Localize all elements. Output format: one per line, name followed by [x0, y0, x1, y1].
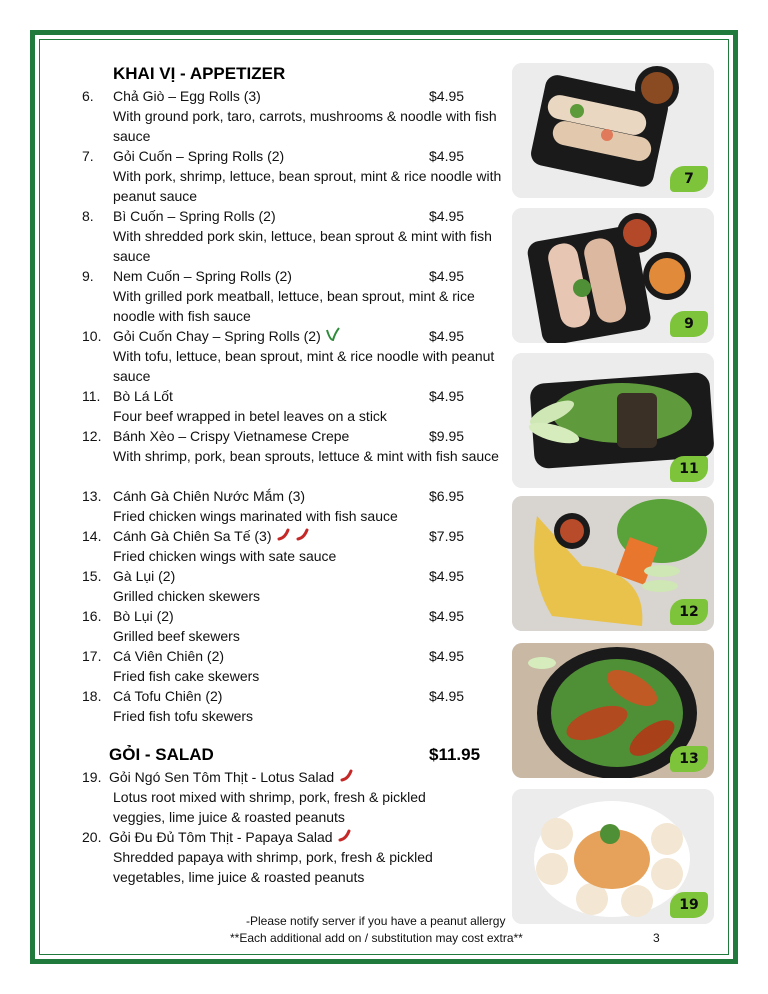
photo-badge: 11	[670, 456, 708, 482]
item-description: Grilled chicken skewers	[113, 588, 261, 604]
item-name: Cánh Gà Chiên Nước Mắm (3)	[113, 488, 306, 504]
item-name: Gỏi Cuốn – Spring Rolls (2)	[113, 148, 285, 164]
photo-badge: 12	[670, 599, 708, 625]
addon-cost-note: **Each additional add on / substitution may cost extra**	[230, 931, 523, 945]
item-description: With shredded pork skin, lettuce, bean sprout & mint with fish sauce	[113, 228, 492, 264]
item-name-wrap	[109, 827, 351, 848]
item-name: Gỏi Cuốn Chay – Spring Rolls (2)	[113, 328, 321, 344]
chili-spicy-icon	[335, 831, 351, 845]
chili-spicy-icon	[296, 530, 309, 544]
item-description: Four beef wrapped in betel leaves on a stick	[113, 408, 387, 424]
item-name: Bánh Xèo – Crispy Vietnamese Crepe	[113, 428, 350, 444]
item-name-wrap	[109, 767, 353, 788]
item-price: $4.95	[429, 648, 465, 664]
peanut-allergy-note: -Please notify server if you have a peanut allergy	[246, 914, 506, 928]
item-description: With pork, shrimp, lettuce, bean sprout, mint & rice noodle with peanut sauce	[113, 168, 502, 204]
item-name-wrap	[113, 326, 340, 346]
photo-badge: 7	[670, 166, 708, 192]
item-name: Gỏi Đu Đủ Tôm Thịt - Papaya Salad	[109, 829, 333, 845]
item-description: Fried fish cake skewers	[113, 668, 260, 684]
item-description: With grilled pork meatball, lettuce, bean sprout, mint & rice noodle with fish sauce	[113, 288, 475, 324]
vegetarian-leaf-icon	[322, 328, 340, 344]
item-price: $4.95	[429, 208, 465, 224]
dish-photo-spring-rolls	[512, 63, 714, 198]
item-number: 8.	[82, 208, 94, 224]
item-name: Cá Tofu Chiên (2)	[113, 688, 223, 704]
item-name: Bò Lá Lốt	[113, 388, 173, 404]
item-number: 13.	[82, 488, 102, 504]
dish-photo-chicken-wings	[512, 643, 714, 778]
item-description: With shrimp, pork, bean sprouts, lettuce & mint with fish sauce	[113, 448, 499, 464]
appetizer-heading: KHAI VỊ - APPETIZER	[113, 64, 286, 83]
item-description: Fried chicken wings marinated with fish sauce	[113, 508, 398, 524]
item-name: Cánh Gà Chiên Sa Tế (3)	[113, 528, 272, 544]
page-number: 3	[653, 931, 660, 945]
item-number: 20.	[82, 829, 102, 845]
item-description: Fried fish tofu skewers	[113, 708, 254, 724]
item-number: 14.	[82, 528, 102, 544]
dish-photo-nem-cuon	[512, 208, 714, 343]
item-name: Bì Cuốn – Spring Rolls (2)	[113, 208, 276, 224]
dish-photo-bo-la-lot	[512, 353, 714, 488]
item-price: $6.95	[429, 488, 465, 504]
item-price: $7.95	[429, 528, 465, 544]
item-name-wrap	[113, 526, 309, 547]
item-name: Cá Viên Chiên (2)	[113, 648, 225, 664]
item-number: 7.	[82, 148, 94, 164]
item-price: $4.95	[429, 268, 465, 284]
item-price: $4.95	[429, 88, 465, 104]
item-number: 9.	[82, 268, 94, 284]
photo-badge: 13	[670, 746, 708, 772]
dish-photo-lotus-salad	[512, 789, 714, 924]
item-price: $4.95	[429, 568, 465, 584]
item-name: Gỏi Ngó Sen Tôm Thịt - Lotus Salad	[109, 769, 335, 785]
item-price: $4.95	[429, 148, 465, 164]
item-name: Gà Lụi (2)	[113, 568, 176, 584]
item-number: 6.	[82, 88, 94, 104]
item-description: With ground pork, taro, carrots, mushrooms & noodle with fish sauce	[113, 108, 497, 144]
item-price: $9.95	[429, 428, 465, 444]
item-price: $4.95	[429, 608, 465, 624]
chili-spicy-icon	[277, 530, 293, 544]
item-price: $4.95	[429, 688, 465, 704]
item-number: 19.	[82, 769, 102, 785]
item-description: Lotus root mixed with shrimp, pork, fresh & pickled veggies, lime juice & roasted peanuts	[113, 789, 426, 825]
item-number: 12.	[82, 428, 102, 444]
item-price: $4.95	[429, 388, 465, 404]
item-name: Chả Giò – Egg Rolls (3)	[113, 88, 261, 104]
item-price: $4.95	[429, 328, 465, 344]
photo-badge: 19	[670, 892, 708, 918]
item-number: 10.	[82, 328, 102, 344]
chili-spicy-icon	[336, 771, 352, 785]
item-description: With tofu, lettuce, bean sprout, mint & rice noodle with peanut sauce	[113, 348, 495, 384]
item-number: 11.	[82, 388, 101, 404]
dish-photo-banh-xeo	[512, 496, 714, 631]
salad-price: $11.95	[429, 745, 481, 764]
item-name: Bò Lụi (2)	[113, 608, 174, 624]
item-description: Grilled beef skewers	[113, 628, 240, 644]
item-number: 15.	[82, 568, 102, 584]
item-number: 18.	[82, 688, 102, 704]
item-number: 16.	[82, 608, 102, 624]
item-name: Nem Cuốn – Spring Rolls (2)	[113, 268, 292, 284]
item-description: Fried chicken wings with sate sauce	[113, 548, 337, 564]
item-number: 17.	[82, 648, 102, 664]
item-description: Shredded papaya with shrimp, pork, fresh & pickled vegetables, lime juice & roasted peanuts	[113, 849, 433, 885]
photo-badge: 9	[670, 311, 708, 337]
salad-heading: GỎI - SALAD	[109, 745, 214, 764]
